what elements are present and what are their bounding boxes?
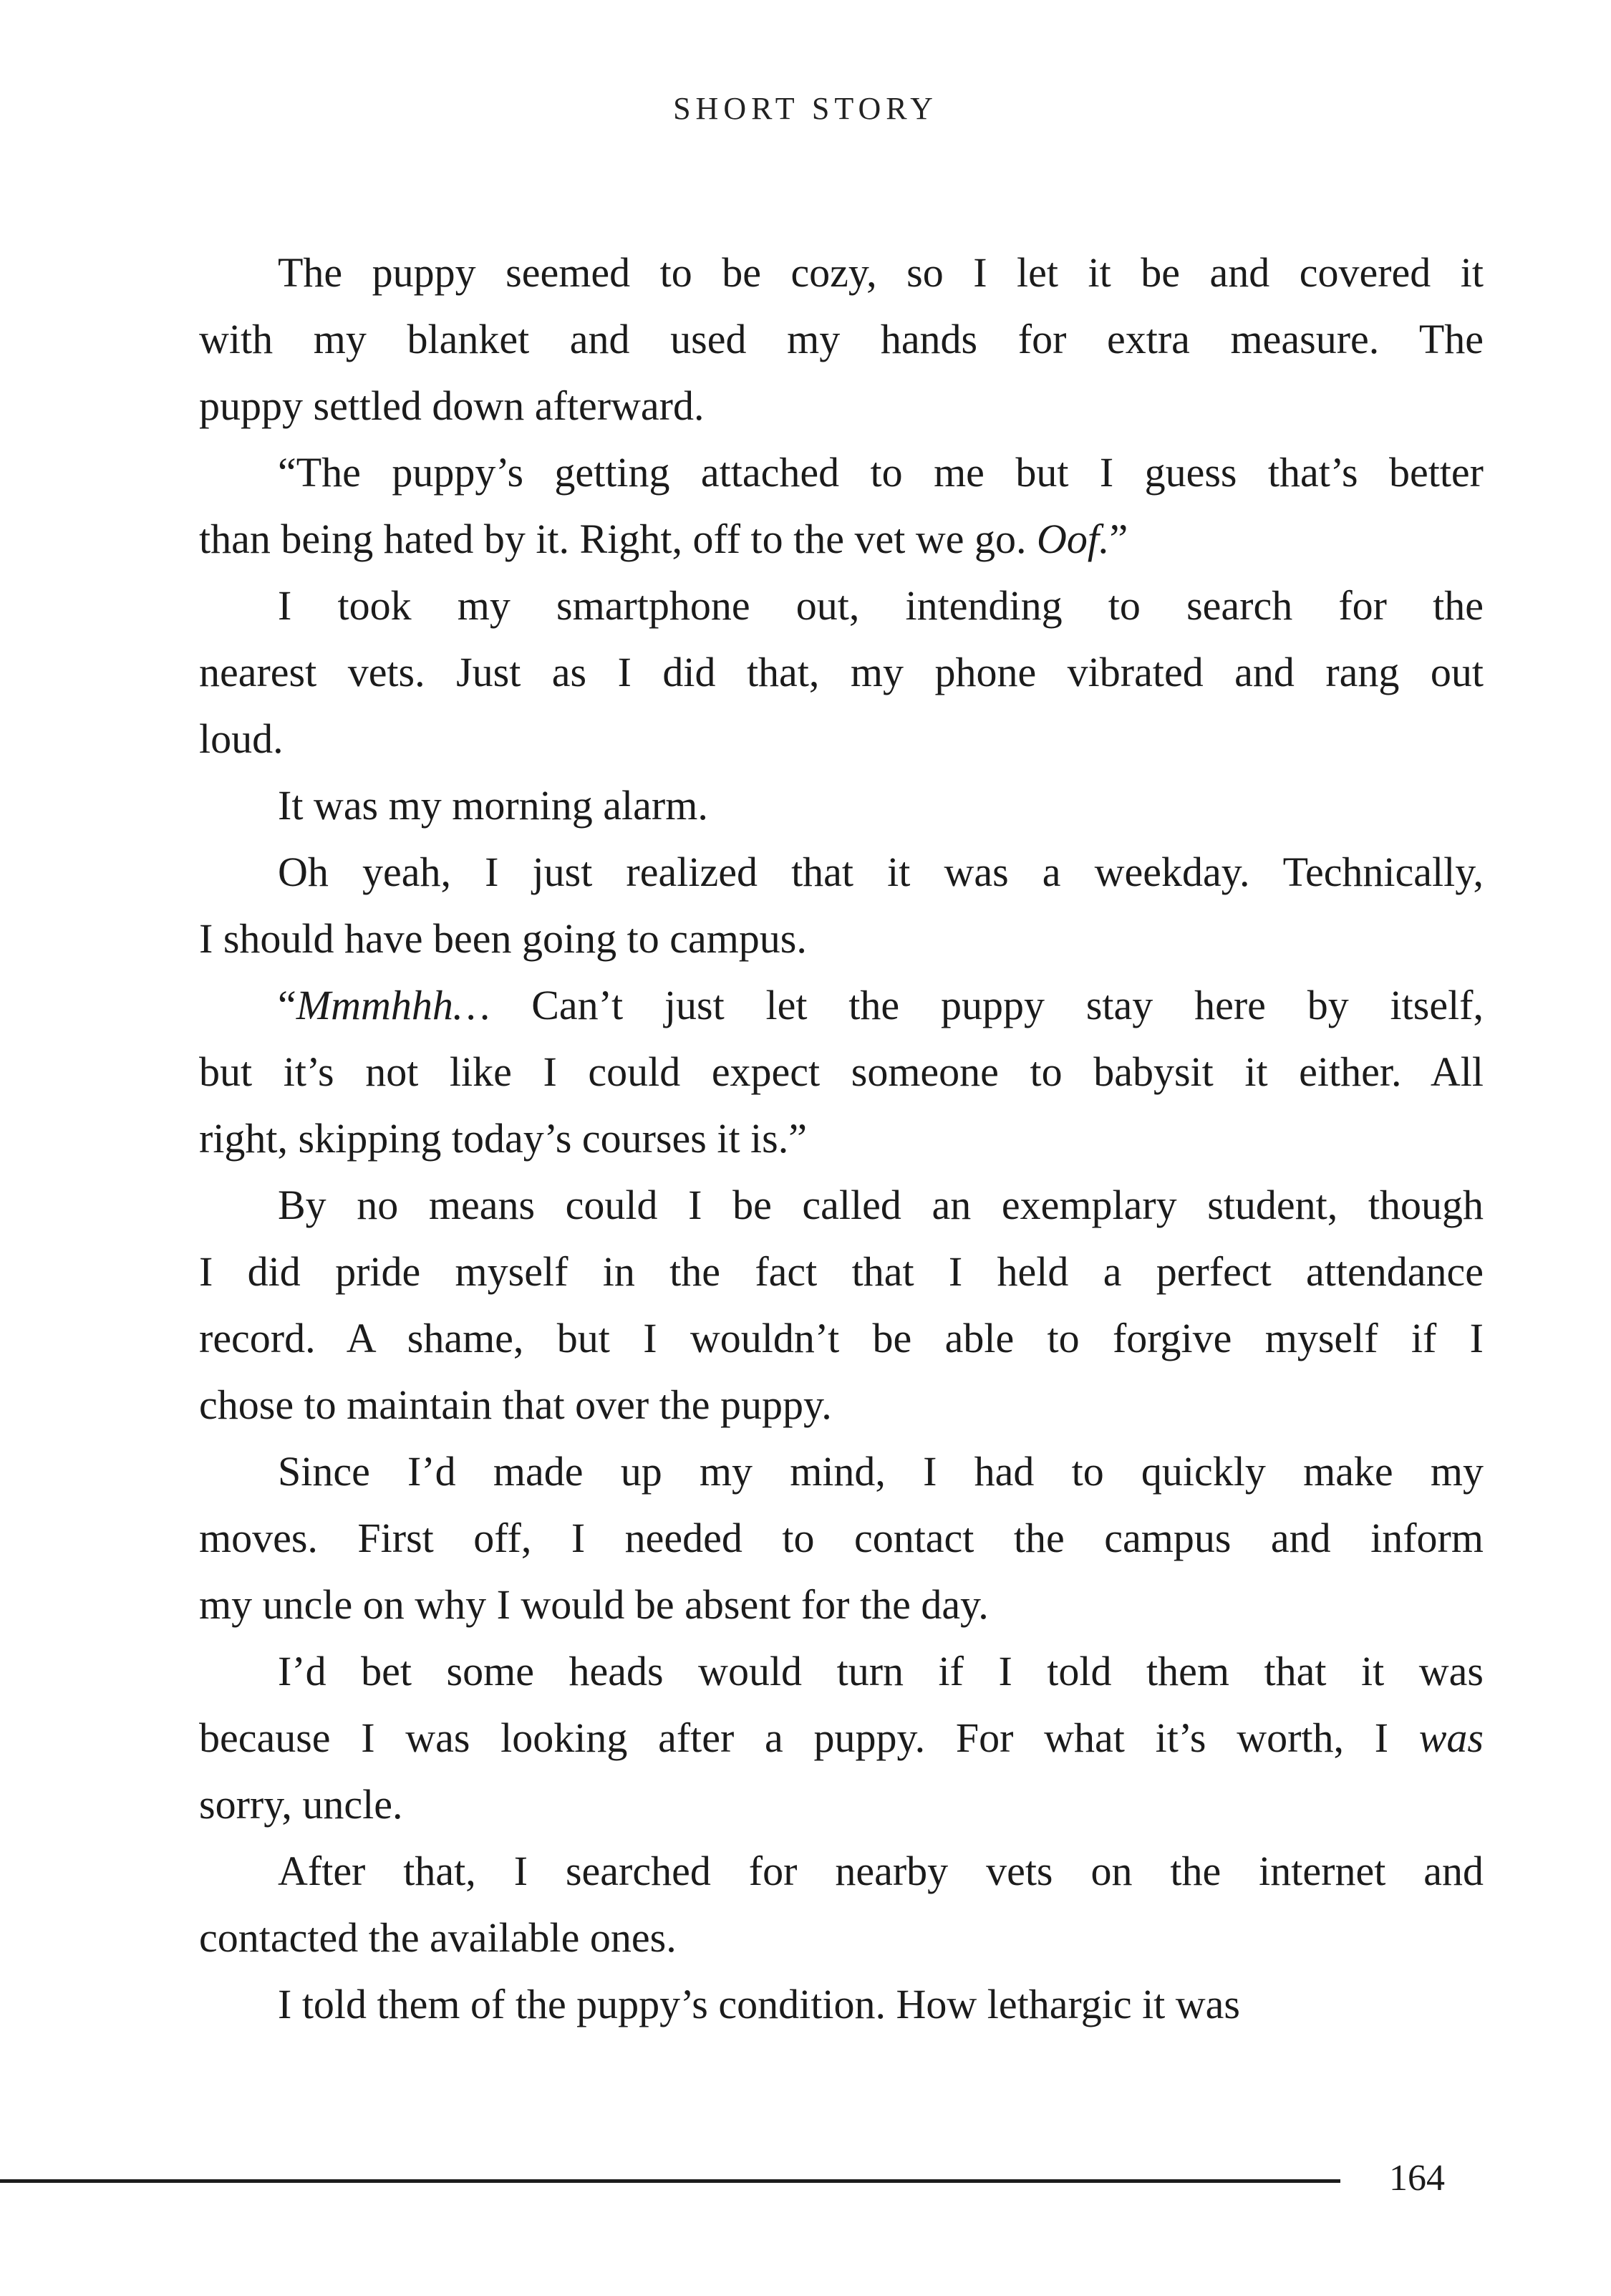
running-header: SHORT STORY: [673, 91, 938, 126]
text-line: [199, 1172, 1484, 1238]
story-paragraph: [199, 439, 1484, 572]
italic-phrase: Mmmhhh…: [296, 982, 490, 1028]
text-segment: I took my smartphone out, intending to search for the: [278, 582, 1484, 629]
text-line: [199, 1105, 1484, 1172]
text-segment: By no means could I be called an exemplary student, though: [278, 1182, 1484, 1228]
text-segment: with my blanket and used my hands for extra measure. The: [199, 316, 1484, 362]
italic-phrase: was: [1418, 1714, 1484, 1761]
text-line: [199, 1704, 1484, 1771]
text-line: [199, 1371, 1484, 1438]
story-paragraph: [199, 1638, 1484, 1838]
text-line: [199, 239, 1484, 306]
story-paragraph: [199, 839, 1484, 972]
story-text: [199, 239, 1484, 2037]
text-segment: I should have been going to campus.: [199, 915, 807, 962]
text-segment: nearest vets. Just as I did that, my phone vibrated and rang out: [199, 649, 1484, 695]
text-segment: Can’t just let the puppy stay here by itself,: [490, 982, 1484, 1028]
text-segment: “: [278, 982, 296, 1028]
text-segment: loud.: [199, 715, 284, 762]
text-line: [199, 1771, 1484, 1838]
text-segment: I told them of the puppy’s condition. How lethargic it was: [278, 1981, 1240, 2027]
story-paragraph: [199, 1438, 1484, 1638]
text-line: [199, 905, 1484, 972]
text-line: [199, 1571, 1484, 1638]
text-segment: record. A shame, but I wouldn’t be able to forgive myself if I: [199, 1315, 1484, 1361]
story-paragraph: [199, 1172, 1484, 1438]
text-line: [199, 772, 1484, 839]
text-line: [199, 639, 1484, 705]
story-paragraph: [199, 239, 1484, 439]
text-line: [199, 1971, 1484, 2037]
footer-rule: [0, 2179, 1340, 2183]
text-segment: chose to maintain that over the puppy.: [199, 1381, 832, 1428]
text-segment: ”: [1109, 516, 1128, 562]
text-segment: because I was looking after a puppy. For what it’s worth, I: [199, 1714, 1419, 1761]
text-segment: I’d bet some heads would turn if I told them that it was: [278, 1648, 1484, 1694]
text-segment: right, skipping today’s courses it is.”: [199, 1115, 807, 1162]
text-line: [199, 705, 1484, 772]
text-line: [199, 972, 1484, 1038]
story-paragraph: [199, 1971, 1484, 2037]
story-paragraph: [199, 1838, 1484, 1971]
text-line: [199, 1238, 1484, 1305]
text-segment: moves. First off, I needed to contact the campus and inform: [199, 1515, 1484, 1561]
text-segment: The puppy seemed to be cozy, so I let it be and covered it: [278, 249, 1484, 296]
text-line: [199, 572, 1484, 639]
text-segment: Since I’d made up my mind, I had to quickly make my: [278, 1448, 1484, 1495]
text-segment: my uncle on why I would be absent for the day.: [199, 1581, 989, 1628]
text-segment: I did pride myself in the fact that I held a perfect attendance: [199, 1248, 1484, 1295]
text-line: [199, 306, 1484, 372]
text-segment: contacted the available ones.: [199, 1914, 677, 1961]
text-segment: It was my morning alarm.: [278, 782, 708, 829]
text-line: [199, 372, 1484, 439]
story-paragraph: [199, 972, 1484, 1172]
text-line: [199, 506, 1484, 572]
text-line: [199, 1305, 1484, 1371]
text-line: [199, 439, 1484, 506]
text-line: [199, 1438, 1484, 1505]
text-line: [199, 839, 1484, 905]
text-line: [199, 1038, 1484, 1105]
italic-phrase: Oof.: [1037, 516, 1110, 562]
text-line: [199, 1904, 1484, 1971]
text-segment: After that, I searched for nearby vets on the internet and: [278, 1848, 1484, 1894]
text-segment: Oh yeah, I just realized that it was a weekday. Technically,: [278, 849, 1484, 895]
text-line: [199, 1838, 1484, 1904]
text-segment: than being hated by it. Right, off to the vet we go.: [199, 516, 1037, 562]
text-segment: puppy settled down afterward.: [199, 382, 705, 429]
text-line: [199, 1505, 1484, 1571]
text-segment: but it’s not like I could expect someone to babysit it either. All: [199, 1048, 1484, 1095]
page-number: 164: [1389, 2158, 1445, 2199]
text-line: [199, 1638, 1484, 1704]
text-segment: sorry, uncle.: [199, 1781, 403, 1828]
story-paragraph: [199, 772, 1484, 839]
story-paragraph: [199, 572, 1484, 772]
text-segment: “The puppy’s getting attached to me but I guess that’s better: [278, 449, 1484, 496]
